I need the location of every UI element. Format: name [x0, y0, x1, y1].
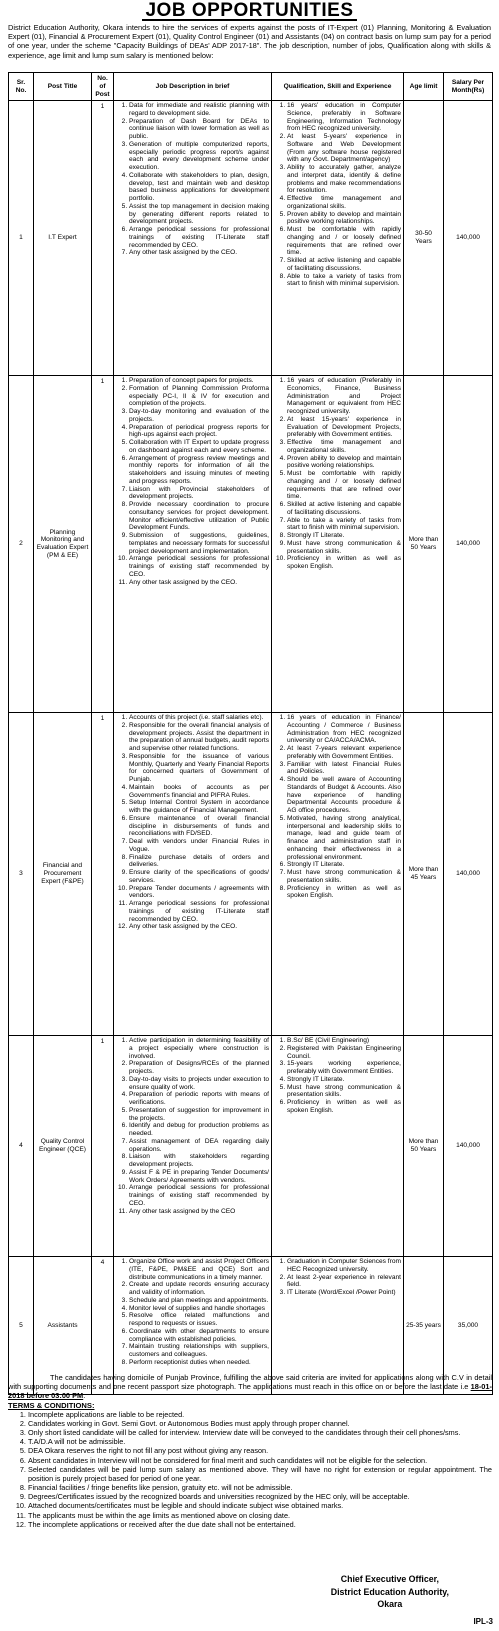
qual-item: 2. At least 2-year experience in relevant field. — [287, 1274, 401, 1290]
desc-item: 7. Deal with vendors under Financial Rules in Vogue. — [129, 838, 269, 854]
desc-list — [116, 1037, 269, 1215]
term-item: 9. Degrees/Certificates issued by the recognized boards and universities recognized by the HEC only, will be acceptable. — [28, 1492, 492, 1501]
cell-qual — [272, 101, 404, 376]
footer — [8, 1373, 492, 1529]
term-item: 4. T.A/D.A will not be admissible. — [28, 1437, 492, 1446]
desc-item: 12. Any other task assigned by the CEO. — [129, 923, 269, 931]
qual-list — [274, 714, 401, 900]
desc-item: 7. Liaison with Provincial stakeholders of development projects. — [129, 486, 269, 502]
desc-item: 1. Active participation in determining feasibility of a project especially where construction is involved. — [129, 1037, 269, 1060]
cell-sr: 4 — [9, 1036, 34, 1257]
term-item: 12. The incomplete applications or received after the due date shall not be entertained. — [28, 1520, 492, 1529]
qual-item: 3. 15-years working experience, preferably with Government Entities. — [287, 1060, 401, 1076]
desc-list — [116, 1258, 269, 1367]
last-date: 18-01-2018 before 03:00 PM — [8, 1382, 492, 1401]
desc-item: 10. Arrange periodical sessions for professional trainings of existing staff recommended by CEO. — [129, 1184, 269, 1207]
desc-item: 5. Assist the top management in decision making by generating different reports related to development projects. — [129, 203, 269, 226]
desc-item: 6. Arrangement of progress review meetings and monthly reports for information of all the stakeholders and issuing minutes of meeting and progress reports. — [129, 455, 269, 486]
qual-item: 3. Familiar with latest Financial Rules and Policies. — [287, 761, 401, 777]
terms-list — [8, 1410, 492, 1529]
desc-item: 8. Liaison with stakeholders regarding development projects. — [129, 1153, 269, 1169]
desc-item: 10. Prepare Tender documents / agreements with vendors. — [129, 885, 269, 901]
qual-item: 10. Proficiency in written as well as spoken English. — [287, 555, 401, 571]
cell-desc — [114, 713, 272, 1036]
term-item: 10. Attached documents/certificates must be legible and should indicate subject wise obtained marks. — [28, 1501, 492, 1510]
qual-item: 2. At least 15-years' experience in Evaluation of Development Projects, preferably with Government entities. — [287, 416, 401, 439]
qual-item: 5. Must have strong communication & presentation skills. — [287, 1084, 401, 1100]
desc-item: 9. Assist F & PE in preparing Tender Documents/ Work Orders/ Agreements with vendors. — [129, 1169, 269, 1185]
jobs-table — [8, 72, 493, 1395]
qual-item: 4. Strongly IT Literate. — [287, 1076, 401, 1084]
cell-post: I.T Expert — [34, 101, 92, 376]
table-header-row — [9, 73, 493, 101]
term-item: 7. Selected candidates will be paid lump sum salary as mentioned above. They will have no right for extension or regular appointment. The position is purely project based for period of one year. — [28, 1465, 492, 1483]
desc-item: 1. Preparation of concept papers for projects. — [129, 377, 269, 385]
cell-age: More than 50 Years — [404, 1036, 444, 1257]
qual-item: 2. Registered with Pakistan Engineering Council. — [287, 1045, 401, 1061]
desc-item: 11. Any other task assigned by the CEO — [129, 1208, 269, 1216]
desc-item: 9. Submission of suggestions, guidelines, templates and necessary formats for successful project development and implementation. — [129, 532, 269, 555]
term-item: 2. Candidates working in Govt. Semi Govt. or Autonomous Bodies must apply through proper channel. — [28, 1419, 492, 1428]
desc-item: 1. Accounts of this project (i.e. staff salaries etc). — [129, 714, 269, 722]
qual-item: 1. 16 years of education in Finance/ Accounting / Commerce / Business Administration from HEC recognized university or CA/ACCA/ACMA. — [287, 714, 401, 745]
table-row — [9, 713, 493, 1036]
qual-item: 1. 16 years' education in Computer Science, preferably in Software Engineering, Information Technology from HEC recognized university. — [287, 102, 401, 133]
cell-age: 30-50 Years — [404, 101, 444, 376]
table-row — [9, 376, 493, 713]
header-qual: Qualification, Skill and Experience — [272, 73, 404, 101]
qual-item: 4. Effective time management and organizational skills. — [287, 195, 401, 211]
desc-item: 3. Day-to-day visits to projects under execution to ensure quality of work. — [129, 1076, 269, 1092]
desc-item: 7. Maintain trusting relationships with suppliers, customers and colleagues. — [129, 1343, 269, 1359]
desc-item: 8. Finalize purchase details of orders and deliveries. — [129, 854, 269, 870]
cell-post: Quality Control Engineer (QCE) — [34, 1036, 92, 1257]
desc-item: 7. Any other task assigned by the CEO. — [129, 249, 269, 257]
term-item: 3. Only short listed candidate will be called for interview. Interview date will be conveyed to the candidates through their cell phones/sms. — [28, 1428, 492, 1437]
desc-item: 1. Data for immediate and realistic planning with regard to development side. — [129, 102, 269, 118]
page-title: JOB OPPORTUNITIES — [142, 2, 356, 21]
qual-list — [274, 1037, 401, 1115]
cell-no: 1 — [92, 376, 114, 713]
cell-desc — [114, 101, 272, 376]
header-post: Post Title — [34, 73, 92, 101]
header-sr: Sr. No. — [9, 73, 34, 101]
cell-desc — [114, 376, 272, 713]
desc-item: 1. Organize Office work and assist Project Officers (ITE, F&PE, PM&EE and QCE) Sort and distribute communications in a timely manner. — [129, 1258, 269, 1281]
desc-item: 3. Schedule and plan meetings and appointments. — [129, 1297, 269, 1305]
cell-salary: 140,000 — [444, 1036, 493, 1257]
cell-age: More than 50 Years — [404, 376, 444, 713]
qual-item: 6. Strongly IT Literate. — [287, 861, 401, 869]
term-item: 1. Incomplete applications are liable to be rejected. — [28, 1410, 492, 1419]
desc-item: 9. Ensure clarity of the specifications of goods/ services. — [129, 869, 269, 885]
cell-sr: 1 — [9, 101, 34, 376]
qual-item: 4. Should be well aware of Accounting Standards of Budget & Accounts. Also have experience of handling Departmental Accounts procedure & AG office procedures. — [287, 776, 401, 815]
cell-salary: 35,000 — [444, 1257, 493, 1395]
desc-item: 5. Resolve office related malfunctions and respond to requests or issues. — [129, 1312, 269, 1328]
cell-sr: 5 — [9, 1257, 34, 1395]
ad-code: IPL-3 — [473, 1617, 493, 1626]
desc-item: 2. Create and update records ensuring accuracy and validity of information. — [129, 1281, 269, 1297]
signature-block — [331, 1573, 449, 1611]
qual-item: 5. Must be comfortable with rapidly changing and / or loosely defined requirements that are refined over time. — [287, 470, 401, 501]
cell-post: Planning Monitoring and Evaluation Expert (PM & EE) — [34, 376, 92, 713]
intro-paragraph: District Education Authority, Okara intends to hire the services of experts against the posts of IT-Expert (01) Planning, Monitoring & Evaluation Expert (01), Financial & Procurement Expert (01), Quality Control Engineer (01) and Assistants (04) on contract basis on lump sum pay for a period of one year, under the scheme "Capacity Buildings of DEAs' ADP 2017-18". The job description, number of jobs, Qualification along with skills & experience, age limit and lump sum salary is mentioned below: — [8, 23, 491, 60]
qual-item: 4. Proven ability to develop and maintain positive working relationships. — [287, 455, 401, 471]
desc-item: 7. Assist management of DEA regarding daily operations. — [129, 1138, 269, 1154]
qual-item: 6. Must be comfortable with rapidly changing and / or loosely defined requirements that are refined over time. — [287, 226, 401, 257]
desc-item: 4. Preparation of periodical progress reports for high-ups against each project. — [129, 424, 269, 440]
qual-item: 8. Proficiency in written as well as spoken English. — [287, 885, 401, 901]
qual-item: 5. Proven ability to develop and maintain positive working relationships. — [287, 211, 401, 227]
cell-desc — [114, 1036, 272, 1257]
term-item: 8. Financial facilities / fringe benefits like pension, gratuity etc. will not be admissible. — [28, 1483, 492, 1492]
qual-item: 6. Proficiency in written as well as spoken English. — [287, 1099, 401, 1115]
signature-line-1: Chief Executive Officer, — [340, 1574, 439, 1584]
qual-list — [274, 377, 401, 571]
terms-section — [8, 1401, 492, 1529]
desc-item: 3. Generation of multiple computerized reports, especially periodic progress report/s against each and every development scheme under execution. — [129, 141, 269, 172]
desc-item: 11. Arrange periodical sessions for professional trainings of existing IT-Literate staff recommended by CEO. — [129, 900, 269, 923]
desc-item: 2. Formation of Planning Commission Proforma especially PC-I, II & IV for execution and completion of the projects. — [129, 385, 269, 408]
desc-item: 6. Identify and debug for production problems as needed. — [129, 1122, 269, 1138]
desc-item: 10. Arrange periodical sessions for professional trainings of existing staff recommended by CEO. — [129, 555, 269, 578]
cell-qual — [272, 713, 404, 1036]
desc-item: 8. Perform receptionist duties when needed. — [129, 1359, 269, 1367]
qual-item: 5. Motivated, having strong analytical, interpersonal and leadership skills to manage, lead and guide team of finance and administration staff in enhancing their effectiveness in a professional environment. — [287, 815, 401, 862]
header — [0, 0, 499, 20]
cell-no: 1 — [92, 1036, 114, 1257]
desc-list — [116, 714, 269, 931]
qual-item: 8. Able to take a variety of tasks from start to finish with minimal supervision. — [287, 273, 401, 289]
qual-item: 3. Effective time management and organizational skills. — [287, 439, 401, 455]
desc-item: 3. Responsible for the issuance of various Monthly, Quarterly and Yearly Financial Reports for concerned quarters of Government of Punjab. — [129, 753, 269, 784]
cell-no: 4 — [92, 1257, 114, 1395]
cell-no: 1 — [92, 101, 114, 376]
term-item: 6. Absent candidates in Interview will not be considered for final merit and such candidates will not be eligible for the selection. — [28, 1456, 492, 1465]
desc-item: 2. Responsible for the overall financial analysis of development projects. Assist the department in the preparation of annual budgets, audit reports and supervise other related functions. — [129, 722, 269, 753]
qual-item: 1. 16 years of education (Preferably in Economics, Finance, Business Administration and Project Management or equivalent from HEC recognized university. — [287, 377, 401, 416]
table-row — [9, 101, 493, 376]
cell-qual — [272, 376, 404, 713]
desc-list — [116, 102, 269, 257]
desc-item: 4. Monitor level of supplies and handle shortages — [129, 1305, 269, 1313]
desc-item: 6. Ensure maintenance of overall financial discipline in disbursements of funds and reconciliations with FD/SED. — [129, 815, 269, 838]
desc-item: 3. Day-to-day monitoring and evaluation of the projects. — [129, 408, 269, 424]
qual-item: 3. Ability to accurately gather, analyze and interpret data, identify & define problems and make recommendations for resolution. — [287, 164, 401, 195]
desc-item: 4. Maintain books of accounts as per Government's financial and PIFRA Rules. — [129, 784, 269, 800]
header-no: No. of Post — [92, 73, 114, 101]
desc-item: 2. Preparation of Designs/RCEs of the planned projects. — [129, 1060, 269, 1076]
desc-item: 6. Arrange periodical sessions for professional trainings of existing IT-Literate staff recommended by CEO. — [129, 226, 269, 249]
desc-item: 11. Any other task assigned by the CEO. — [129, 579, 269, 587]
qual-item: 9. Must have strong communication & presentation skills. — [287, 540, 401, 556]
qual-list — [274, 1258, 401, 1297]
desc-item: 2. Preparation of Dash Board for DEAs to continue liaison with lower formation as well as public. — [129, 118, 269, 141]
table-row — [9, 1036, 493, 1257]
qual-item: 1. B.Sc/ BE (Civil Engineering) — [287, 1037, 401, 1045]
cell-no: 1 — [92, 713, 114, 1036]
qual-item: 7. Skilled at active listening and capable of facilitating discussions. — [287, 257, 401, 273]
desc-item: 6. Coordinate with other departments to ensure compliance with established policies. — [129, 1328, 269, 1344]
signature-line-2: District Education Authority, — [330, 1586, 449, 1597]
qual-item: 3. IT Literate (Word/Excel /Power Point) — [287, 1289, 401, 1297]
qual-item: 2. At least 7-years relevant experience preferably with Government Entities. — [287, 745, 401, 761]
qual-item: 7. Able to take a variety of tasks from start to finish with minimal supervision. — [287, 517, 401, 533]
desc-item: 5. Collaboration with IT Expert to update progress on dashboard against each and every scheme. — [129, 439, 269, 455]
desc-item: 5. Setup Internal Control System in accordance with the guidance of Financial Management. — [129, 799, 269, 815]
cell-post: Assistants — [34, 1257, 92, 1395]
header-desc: Job Description in brief — [114, 73, 272, 101]
cell-post: Financial and Procurement Expert (F&PE) — [34, 713, 92, 1036]
cell-age: More than 45 Years — [404, 713, 444, 1036]
cell-sr: 2 — [9, 376, 34, 713]
header-salary: Salary Per Month(Rs) — [444, 73, 493, 101]
desc-item: 8. Provide necessary coordination to procure consultancy services for project development. Monitor efficient/effective utilization of Public Development Funds. — [129, 501, 269, 532]
cell-salary: 140,000 — [444, 713, 493, 1036]
cell-age: 25-35 years — [404, 1257, 444, 1395]
cell-salary: 140,000 — [444, 376, 493, 713]
cell-sr: 3 — [9, 713, 34, 1036]
desc-item: 5. Presentation of suggestion for improvement in the projects. — [129, 1107, 269, 1123]
signature-line-3: Okara — [377, 1599, 403, 1609]
cell-qual — [272, 1036, 404, 1257]
term-item: 11. The applicants must be within the age limits as mentioned above on closing date. — [28, 1511, 492, 1520]
qual-item: 6. Skilled at active listening and capable of facilitating discussions. — [287, 501, 401, 517]
qual-list — [274, 102, 401, 288]
desc-item: 4. Collaborate with stakeholders to plan, design, develop, test and maintain web and desktop based business applications for development portfolio. — [129, 172, 269, 203]
cell-salary: 140,000 — [444, 101, 493, 376]
header-age: Age limit — [404, 73, 444, 101]
term-item: 5. DEA Okara reserves the right to not fill any post without giving any reason. — [28, 1446, 492, 1455]
qual-item: 7. Must have strong communication & presentation skills. — [287, 869, 401, 885]
terms-heading: TERMS & CONDITIONS: — [8, 1400, 95, 1410]
desc-list — [116, 377, 269, 586]
qual-item: 2. At least 5-years' experience in Software and Web Development (From any software house registered with any Govt. Department/agency) — [287, 133, 401, 164]
qual-item: 1. Graduation in Computer Sciences from HEC Recognized university. — [287, 1258, 401, 1274]
desc-item: 4. Preparation of periodic reports with means of verifications. — [129, 1091, 269, 1107]
qual-item: 8. Strongly IT Literate. — [287, 532, 401, 540]
application-note: The candidates having domicile of Punjab Province, fulfilling the above said criteria are invited for applications along with C.V in detail with supporting documents and one recent passport size photograph. The applications must reach in this office on or before the last date i.e 18-01-2018 before 03:00 PM. — [8, 1373, 492, 1401]
